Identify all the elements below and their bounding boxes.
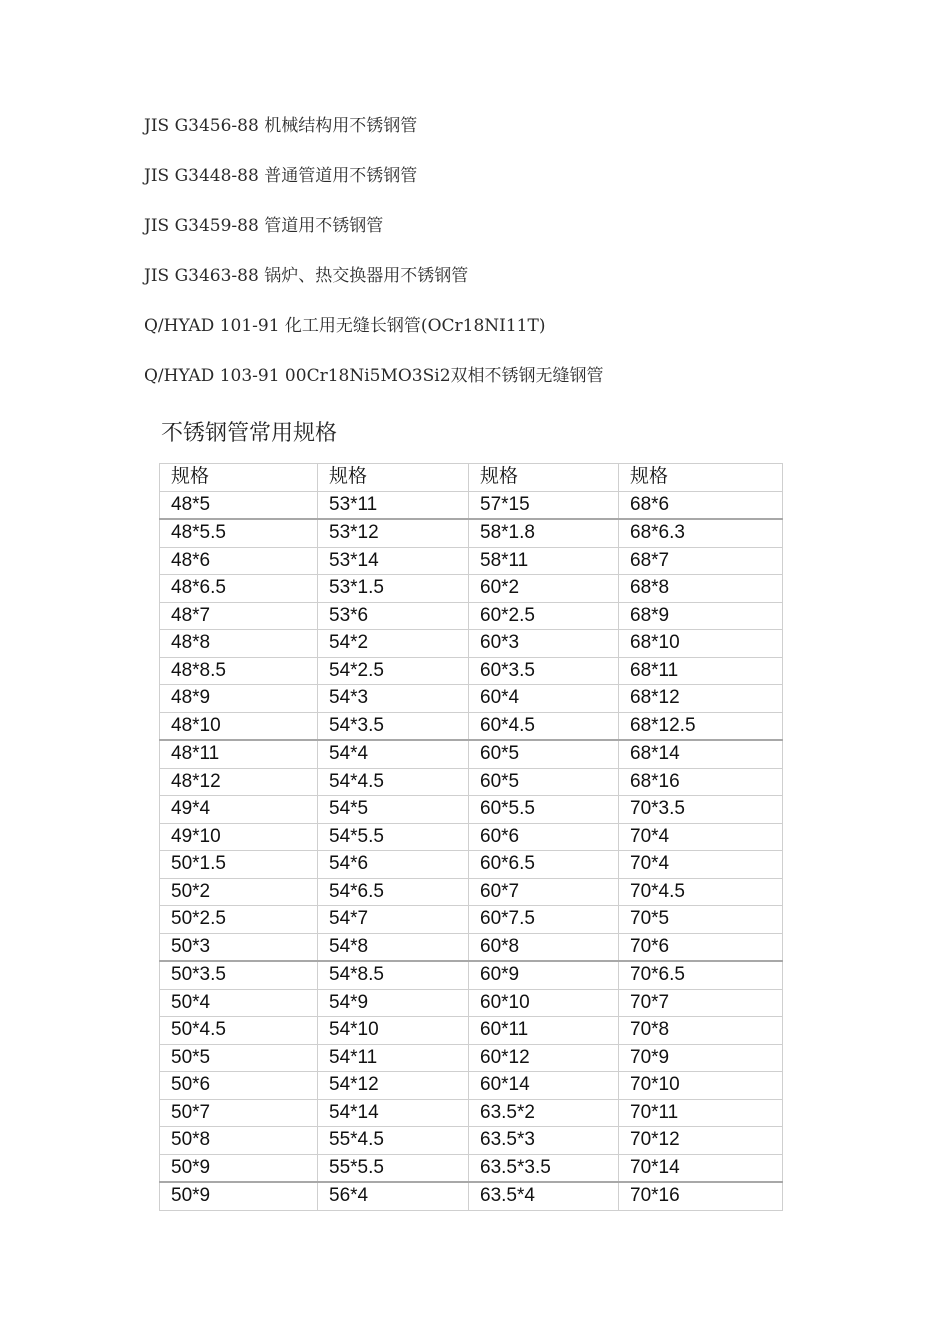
- table-cell: 68*12: [619, 685, 783, 713]
- table-cell: 49*10: [160, 823, 318, 851]
- table-row: [160, 823, 783, 851]
- table-cell: 60*6.5: [469, 851, 619, 879]
- table-cell: 68*9: [619, 602, 783, 630]
- table-cell: 54*2: [318, 630, 469, 658]
- table-cell: 54*6.5: [318, 878, 469, 906]
- table-cell: 70*12: [619, 1127, 783, 1155]
- table-cell: 60*10: [469, 989, 619, 1017]
- table-cell: 60*4.5: [469, 712, 619, 740]
- table-cell: 63.5*4: [469, 1182, 619, 1210]
- standard-item: JIS G3448-88 普通管道用不锈钢管: [144, 166, 418, 186]
- table-row: [160, 1154, 783, 1182]
- table-cell: 70*9: [619, 1044, 783, 1072]
- table-cell: 63.5*3.5: [469, 1154, 619, 1182]
- table-cell: 60*2.5: [469, 602, 619, 630]
- table-cell: 70*4: [619, 823, 783, 851]
- table-cell: 48*5: [160, 491, 318, 519]
- table-cell: 48*12: [160, 768, 318, 796]
- table-cell: 54*14: [318, 1099, 469, 1127]
- table-cell: 50*4.5: [160, 1017, 318, 1045]
- table-cell: 53*11: [318, 491, 469, 519]
- table-cell: 50*2.5: [160, 906, 318, 934]
- table-cell: 50*5: [160, 1044, 318, 1072]
- table-cell: 53*14: [318, 547, 469, 575]
- table-cell: 48*10: [160, 712, 318, 740]
- table-cell: 70*8: [619, 1017, 783, 1045]
- table-cell: 60*5: [469, 768, 619, 796]
- table-cell: 55*4.5: [318, 1127, 469, 1155]
- table-cell: 58*1.8: [469, 519, 619, 547]
- table-cell: 60*14: [469, 1072, 619, 1100]
- table-cell: 54*5: [318, 796, 469, 824]
- table-cell: 54*3.5: [318, 712, 469, 740]
- header-cell: 规格: [160, 464, 318, 492]
- table-cell: 54*8: [318, 933, 469, 961]
- table-cell: 48*6.5: [160, 575, 318, 603]
- table-row: [160, 933, 783, 961]
- table-cell: 60*5.5: [469, 796, 619, 824]
- table-cell: 53*1.5: [318, 575, 469, 603]
- table-cell: 60*3.5: [469, 657, 619, 685]
- table-cell: 70*4.5: [619, 878, 783, 906]
- standard-item: JIS G3463-88 锅炉、热交换器用不锈钢管: [144, 266, 469, 286]
- table-row: [160, 1127, 783, 1155]
- table-cell: 48*9: [160, 685, 318, 713]
- table-cell: 68*16: [619, 768, 783, 796]
- table-body: [160, 491, 783, 1210]
- table-cell: 68*6.3: [619, 519, 783, 547]
- table-row: [160, 878, 783, 906]
- table-cell: 50*3: [160, 933, 318, 961]
- table-row: [160, 519, 783, 547]
- table-cell: 60*12: [469, 1044, 619, 1072]
- table-row: [160, 1072, 783, 1100]
- table-cell: 68*10: [619, 630, 783, 658]
- table-cell: 70*10: [619, 1072, 783, 1100]
- table-row: [160, 906, 783, 934]
- table-cell: 54*7: [318, 906, 469, 934]
- table-row: [160, 961, 783, 989]
- table-row: [160, 796, 783, 824]
- standard-item: Q/HYAD 103-91 00Cr18Ni5MO3Si2双相不锈钢无缝钢管: [144, 366, 604, 386]
- table-cell: 60*2: [469, 575, 619, 603]
- header-cell: 规格: [619, 464, 783, 492]
- table-cell: 70*11: [619, 1099, 783, 1127]
- table-cell: 54*4: [318, 740, 469, 768]
- table-cell: 53*6: [318, 602, 469, 630]
- table-cell: 68*8: [619, 575, 783, 603]
- table-cell: 50*1.5: [160, 851, 318, 879]
- table-cell: 58*11: [469, 547, 619, 575]
- table-cell: 50*9: [160, 1182, 318, 1210]
- table-cell: 68*6: [619, 491, 783, 519]
- standard-item: JIS G3456-88 机械结构用不锈钢管: [144, 116, 418, 136]
- table-cell: 50*2: [160, 878, 318, 906]
- table-cell: 54*3: [318, 685, 469, 713]
- table-cell: 70*4: [619, 851, 783, 879]
- header-cell: 规格: [318, 464, 469, 492]
- table-cell: 50*8: [160, 1127, 318, 1155]
- table-row: [160, 491, 783, 519]
- table-row: [160, 1099, 783, 1127]
- table-cell: 54*2.5: [318, 657, 469, 685]
- table-cell: 50*9: [160, 1154, 318, 1182]
- header-cell: 规格: [469, 464, 619, 492]
- table-cell: 70*7: [619, 989, 783, 1017]
- table-cell: 60*7.5: [469, 906, 619, 934]
- table-cell: 60*8: [469, 933, 619, 961]
- table-cell: 54*12: [318, 1072, 469, 1100]
- table-row: [160, 1044, 783, 1072]
- table-cell: 50*4: [160, 989, 318, 1017]
- table-cell: 48*8.5: [160, 657, 318, 685]
- table-cell: 54*4.5: [318, 768, 469, 796]
- table-cell: 70*14: [619, 1154, 783, 1182]
- table-cell: 54*5.5: [318, 823, 469, 851]
- table-cell: 60*5: [469, 740, 619, 768]
- header-row: [160, 464, 783, 492]
- table-cell: 50*7: [160, 1099, 318, 1127]
- table-cell: 54*6: [318, 851, 469, 879]
- table-cell: 68*11: [619, 657, 783, 685]
- spec-table: [159, 463, 783, 1211]
- table-row: [160, 1182, 783, 1210]
- table-row: [160, 630, 783, 658]
- table-cell: 70*6: [619, 933, 783, 961]
- table-cell: 63.5*3: [469, 1127, 619, 1155]
- table-row: [160, 1017, 783, 1045]
- table-cell: 60*7: [469, 878, 619, 906]
- standard-item: JIS G3459-88 管道用不锈钢管: [144, 216, 384, 236]
- table-row: [160, 575, 783, 603]
- table-cell: 70*6.5: [619, 961, 783, 989]
- table-cell: 68*7: [619, 547, 783, 575]
- table-cell: 70*16: [619, 1182, 783, 1210]
- table-cell: 50*6: [160, 1072, 318, 1100]
- table-cell: 63.5*2: [469, 1099, 619, 1127]
- table-cell: 60*11: [469, 1017, 619, 1045]
- table-cell: 54*11: [318, 1044, 469, 1072]
- table-cell: 56*4: [318, 1182, 469, 1210]
- table-title: 不锈钢管常用规格: [161, 421, 338, 446]
- table-cell: 68*14: [619, 740, 783, 768]
- table-cell: 49*4: [160, 796, 318, 824]
- table-cell: 50*3.5: [160, 961, 318, 989]
- table-row: [160, 602, 783, 630]
- table-cell: 48*5.5: [160, 519, 318, 547]
- table-cell: 48*6: [160, 547, 318, 575]
- table-row: [160, 712, 783, 740]
- table-cell: 70*5: [619, 906, 783, 934]
- table-cell: 54*9: [318, 989, 469, 1017]
- table-cell: 48*7: [160, 602, 318, 630]
- table-cell: 68*12.5: [619, 712, 783, 740]
- table-cell: 60*4: [469, 685, 619, 713]
- table-row: [160, 547, 783, 575]
- table-cell: 54*10: [318, 1017, 469, 1045]
- table-row: [160, 740, 783, 768]
- table-row: [160, 768, 783, 796]
- table-cell: 60*6: [469, 823, 619, 851]
- table-cell: 48*11: [160, 740, 318, 768]
- table-cell: 53*12: [318, 519, 469, 547]
- table-cell: 60*3: [469, 630, 619, 658]
- table-row: [160, 657, 783, 685]
- table-cell: 57*15: [469, 491, 619, 519]
- table-cell: 54*8.5: [318, 961, 469, 989]
- standard-item: Q/HYAD 101-91 化工用无缝长钢管(OCr18NI11T): [144, 316, 546, 336]
- table-cell: 70*3.5: [619, 796, 783, 824]
- table-cell: 60*9: [469, 961, 619, 989]
- table-row: [160, 989, 783, 1017]
- table-header: [160, 464, 783, 492]
- standards-list: [144, 111, 604, 411]
- table-row: [160, 851, 783, 879]
- table-row: [160, 685, 783, 713]
- table-cell: 48*8: [160, 630, 318, 658]
- table-cell: 55*5.5: [318, 1154, 469, 1182]
